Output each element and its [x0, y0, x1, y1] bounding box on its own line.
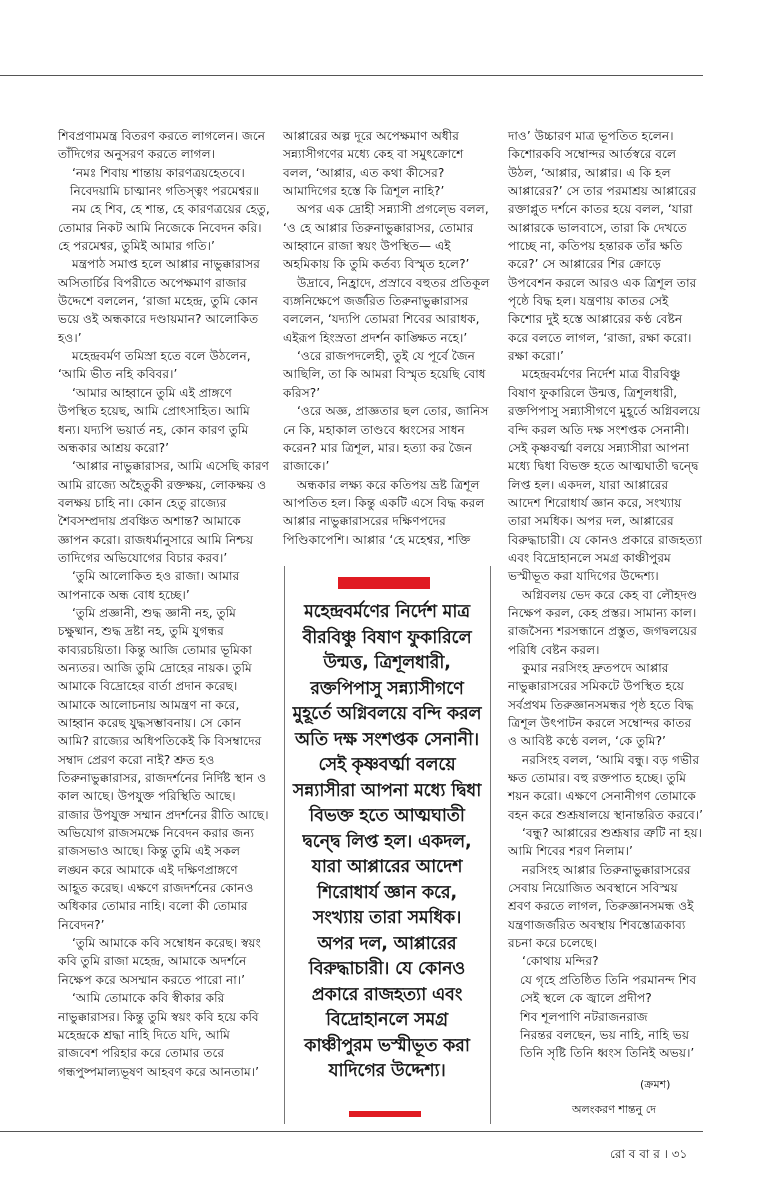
pullquote-red-bar-top: [338, 577, 430, 589]
paragraph: ‘তুমি প্রজ্ঞানী, শুদ্ধ জ্ঞানী নহ, তুমি চক্ষুষ্মান, শুদ্ধ দ্রষ্টা নহ, তুমি যুগন্ধর কাব্যরচয়িতা। কিন্তু আজি তোমার ভূমিকা অন্যতর। আজি তুমি দ্রোহের নায়ক। তুমি আমাকে বিদ্রোহের বার্তা প্রদান করেছ। আমাকে আলোচনায় আমন্ত্রণ না করে, আহ্বান করেছ যুদ্ধসম্ভাবনায়। সে কোন আমি? রাজ্যের অধিপতিকেই কি বিসম্বাদের সম্বাদ প্রেরণ করো নাই? শ্রুত হও তিরুনাভুক্কারাসর, রাজদর্শনের নির্দিষ্ট স্থান ও কাল আছে। উপযুক্ত পরিস্থিতি আছে। রাজার উপযুক্ত সম্মান প্রদর্শনের রীতি আছে। অভিযোগ রাজসমক্ষে নিবেদন করার জন্য রাজসভাও আছে। কিন্তু তুমি এই সকল লঙ্ঘন করে আমাকে এই দক্ষিণপ্রাঙ্গণে আহূত করেছ। এক্ষণে রাজদর্শনের কোনও অধিকার তোমার নাহি। বলো কী তোমার নিবেদন?’: [58, 605, 269, 932]
page-footer: রো ব বা র । ৩১: [610, 1147, 688, 1161]
paragraph: ‘তুমি আমাকে কবি সম্বোধন করেছ। স্বয়ং কবি তুমি রাজা মহেন্দ্র, আমাকে অদর্শনে নিক্ষেপ করে অসম্মান করতে পারো না।’: [58, 936, 261, 987]
paragraph: শিবপ্রণামমন্ত্র বিতরণ করতে লাগলেন। জনে তাঁদিগের অনুসরণ করতে লাগল।: [58, 129, 266, 162]
paragraph: নরসিংহ আপ্পার তিরুনাভুক্কারাসরের সেবায় নিয়োজিত অবস্থানে সবিস্ময় শ্রবণ করতে লাগল, তিরুজ্ঞানসমন্ধ ওই যন্ত্রণাজর্জরিত অবস্থায় শিবস্তোত্রকাব্য রচনা করে চলেছে।: [508, 862, 694, 951]
paragraph: কুমার নরসিংহ দ্রুতপদে আপ্পার নাভুক্কারাসরের সমিকটে উপস্থিত হয়ে সর্বপ্রথম তিরুজ্ঞানসমন্ধর পৃষ্ঠ হতে বিদ্ধ ত্রিশূল উৎপাটন করলে সম্বোন্দর কাতর ও আবিষ্ট কণ্ঠে বলল, ‘কে তুমি?’: [508, 660, 694, 749]
paragraph: ‘কোথায় মন্দির?: [522, 954, 599, 969]
text-column-3: [508, 127, 704, 1063]
continued-label: (ক্রমশ): [640, 1078, 671, 1091]
paragraph: ‘তুমি আলোকিত হও রাজা। আমার আপনাকে অন্ধ বোধ হচ্ছে।’: [58, 569, 240, 602]
paragraph: ‘আমার আহ্বানে তুমি এই প্রাঙ্গণে উপস্থিত হয়েছ, আমি প্রোৎসাহিত। আমি ধন্য। যদ্যপি ভয়ার্ত নহ, কোন কারণ তুমি অন্ধকার আশ্রয় করো?’: [58, 385, 250, 455]
bottom-rule: [0, 1131, 703, 1132]
paragraph: নম হে শিব, হে শান্ত, হে কারণত্রয়ের হেতু, তোমার নিকট আমি নিজেকে নিবেদন করি। হে পরমেশ্বর, তুমিই আমার গতি।’: [58, 202, 270, 254]
poem-line: নিরন্তর বলছেন, ভয় নাহি, নাহি ভয়: [520, 1027, 690, 1042]
poem-line: শিব শূলপাণি নটরাজনরাজ: [520, 1009, 648, 1024]
poem-line: যে গৃহে প্রতিষ্ঠিত তিনি পরমানন্দ শিব: [520, 972, 697, 987]
top-rule: [0, 75, 703, 76]
paragraph: ‘নমঃ শিবায় শান্তায় কারণত্রয়হেতবে।: [72, 165, 245, 180]
paragraph: মহেন্দ্রবর্মণ তমিস্রা হতে বলে উঠলেন, ‘আমি ভীত নহি কবিবর।’: [58, 349, 251, 382]
paragraph: আপ্পারের অল্প দূরে অপেক্ষমাণ অধীর সন্ন্যাসীগণের মধ্যে কেহ বা সমুৎক্রোশে বলল, ‘আপ্পার, এত কথা কীসের? আমাদিগের হস্তে কি ত্রিশূল নাহি?’: [283, 129, 464, 199]
text-column-1: [58, 127, 270, 1081]
paragraph: মন্ত্রপাঠ সমাপ্ত হলে আপ্পার নাভুক্কারাসর অসিতার্চির বিপরীতে অপেক্ষমাণ রাজার উদ্দেশে বললেন, ‘রাজা মহেন্দ্র, তুমি কোন ভয়ে ওই অন্ধকারে দণ্ডায়মান? আলোকিত হও।’: [58, 257, 260, 345]
paragraph: ‘আমি তোমাকে কবি স্বীকার করি নাভুক্কারাসর। কিন্তু তুমি স্বয়ং কবি হয়ে কবি মহেন্দ্রকে শ্রদ্ধা নাহি দিতে যদি, আমি রাজবেশ পরিহার করে তোমার তরে গন্ধপুষ্পমাল্যভূষণ আহবণ করে আনতাম।’: [58, 991, 259, 1079]
pullquote: মহেন্দ্রবর্মণের নির্দেশ মাত্র বীরবিঞ্চু বিষাণ ফুকারিলে উন্মত্ত, ত্রিশূলধারী, রক্তপিপাসু সন্ন্যাসীগণে মুহূর্তে অগ্নিবলয়ে বন্দি করল অতি দক্ষ সংশপ্তক সেনানী। সেই কৃষ্ণবর্ত্মা বলয়ে সন্ন্যাসীরা আপনা মধ্যে দ্বিধা বিভক্ত হতে আত্মঘাতী দ্বন্দ্বে লিপ্ত হল। একদল, যারা আপ্পারের আদেশ শিরোধার্য জ্ঞান করে, সংখ্যায় তারা সমধিক। অপর দল, আপ্পারের বিরুদ্ধাচারী। যে কোনও প্রকারে রাজহত্যা এবং বিদ্রোহানলে সমগ্র কাঞ্চীপুরম ভস্মীভূত করা যাদিগের উদ্দেশ্য।: [292, 602, 482, 1081]
paragraph: ‘ওরে রাজপদলেহী, তুই যে পূর্বে জৈন আছিলি, তা কি আমরা বিস্মৃত হয়েছি বোধ করিস?’: [283, 349, 486, 400]
paragraph: অপর এক দ্রোহী সন্ন্যাসী প্রগল্ভে বলল, ‘ও হে আপ্পার তিরুনাভুক্কারাসর, তোমার আহ্বানে রাজা স্বয়ং উপস্থিত— এই অহমিকায় কি তুমি কর্তব্য বিস্মৃত হলে?’: [283, 202, 489, 272]
paragraph: অগ্নিবলয় ভেদ করে কেহ বা লৌহদণ্ড নিক্ষেপ করল, কেহ প্রস্তর। সামান্য কাল। রাজসৈন্য শরসন্ধানে প্রস্তুত, জগদ্বলয়ের পরিধি বেষ্টন করল।: [508, 587, 698, 657]
illustration-credit: অলংকরণ শান্তনু দে: [572, 1103, 656, 1116]
paragraph: মহেন্দ্রবর্মণের নির্দেশ মাত্র বীরবিঞ্চু বিষাণ ফুকারিলে উন্মত্ত, ত্রিশূলধারী, রক্তপিপাসু সন্ন্যাসীগণে মুহূর্তে অগ্নিবলয়ে বন্দি করল অতি দক্ষ সংশপ্তক সেনানী। সেই কৃষ্ণবর্ত্মা বলয়ে সন্ন্যাসীরা আপনা মধ্যে দ্বিধা বিভক্ত হতে আত্মঘাতী দ্বন্দ্বে লিপ্ত হল। একদল, যারা আপ্পারের আদেশ শিরোধার্য জ্ঞান করে, সংখ্যায় তারা সমধিক। অপর দল, আপ্পারের বিরুদ্ধাচারী। যে কোনও প্রকারে রাজহত্যা এবং বিদ্রোহানলে সমগ্র কাঞ্চীপুরম ভস্মীভূত করা যাদিগের উদ্দেশ্য।: [508, 367, 702, 584]
poem-line: তিনি সৃষ্টি তিনি ধ্বংস তিনিই অভয়।’: [520, 1046, 695, 1061]
pullquote-red-bar-bottom: [349, 1111, 421, 1117]
paragraph: উদ্রাবে, নিহ্রাদে, প্রস্রাবে বহুতর প্রতিকূল ব্যঙ্গনিক্ষেপে জর্জরিত তিরুনাভুক্কারাসর বললেন, ‘যদ্যপি তোমরা শিবের আরাধক, এইরূপ হিংস্রতা প্রদর্শন কাঙ্ক্ষিত নহে।’: [283, 275, 490, 345]
paragraph: অন্ধকার লক্ষ্য করে কতিপয় ভ্রষ্ট ত্রিশূল আপতিত হল। কিন্তু একটি এসে বিদ্ধ করল আপ্পার নাভুক্কারাসরের দক্ষিণপদের পিণ্ডিকাপেশি। আপ্পার ‘হে মহেশ্বর, শক্তি: [283, 477, 485, 547]
text-column-2: [283, 127, 490, 549]
poem-line: সেই স্থলে কে জ্বালে প্রদীপ?: [520, 991, 652, 1006]
paragraph: ‘আপ্পার নাভুক্কারাসর, আমি এসেছি কারণ আমি রাজ্যে অহৈতুকী রক্তক্ষয়, লোকক্ষয় ও বলক্ষয় চাহি না। কোন হেতু রাজ্যের শৈবসম্প্রদায় প্রবঞ্চিত অশান্ত? আমাকে জ্ঞাপন করো। রাজধর্মানুসারে আমি নিশ্চয় তাদিগের অভিযোগের বিচার করব।’: [58, 459, 270, 565]
paragraph: দাও’ উচ্চারণ মাত্র ভূপতিত হলেন। কিশোরকবি সম্বোন্দর আর্তস্বরে বলে উঠল, ‘আপ্পার, আপ্পার। এ কি হল আপ্পারের?’ সে তার পরমাশ্রয় আপ্পারের রক্তাপ্লুত দর্শনে কাতর হয়ে বলল, ‘যারা আপ্পারকে ভালবাসে, তারা কি দেখতে পাচ্ছে না, কতিপয় হন্তারক তাঁর ক্ষতি করে?’ সে আপ্পারের শির ক্রোড়ে উপবেশন করলে আরও এক ত্রিশূল তার পৃষ্ঠে বিদ্ধ হল। যন্ত্রণায় কাতর সেই কিশোর দুই হস্তে আপ্পারের কণ্ঠ বেষ্টন করে বলতে লাগল, ‘রাজা, রক্ষা করো। রক্ষা করো।’: [508, 129, 697, 364]
paragraph: ‘বন্ধু? আপ্পারের শুশ্রূষার ত্রুটি না হয়। আমি শিবের শরণ নিলাম।’: [508, 826, 702, 859]
paragraph: ‘ওরে অজ্ঞ, প্রাজ্ঞতার ছল তোর, জানিস নে কি, মহাকাল তাণ্ডবে ধ্বংসের সাধন করেন? মার ত্রিশূল, মার। হত্যা কর জৈন রাজাকে।’: [283, 404, 489, 474]
paragraph: নরসিংহ বলল, ‘আমি বন্ধু। বড় গভীর ক্ষত তোমার। বহু রক্তপাত হচ্ছে। তুমি শয়ন করো। এক্ষণে সেনানীগণ তোমাকে বহন করে শুশ্রূষালয়ে স্থানান্তরিত করবে।’: [508, 752, 703, 822]
paragraph: নিবেদয়ামি চাত্মানং গতিস্ত্বং পরমেশ্বর॥: [70, 184, 260, 199]
